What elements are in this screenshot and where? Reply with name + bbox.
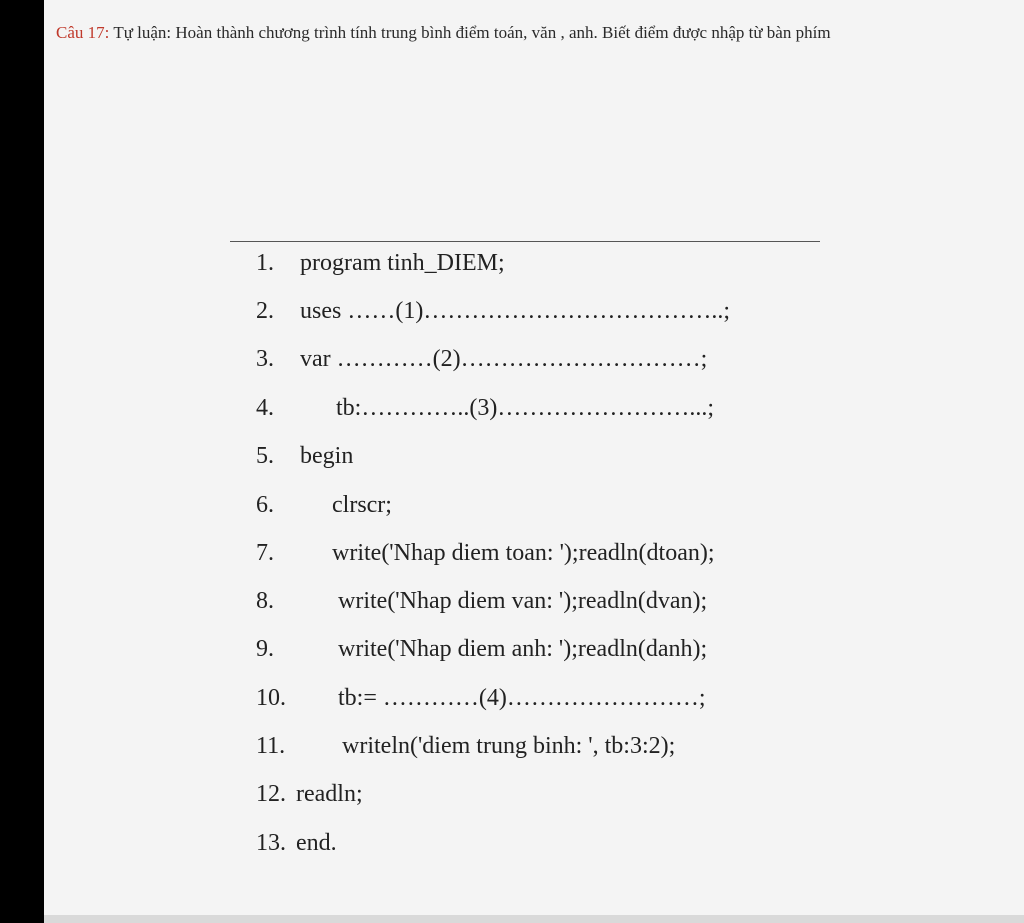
code-line: 11. writeln('diem trung binh: ', tb:3:2); xyxy=(256,733,676,759)
question-body: Tự luận: Hoàn thành chương trình tính trung bình điểm toán, văn , anh. Biết điểm được nhập từ bàn phím xyxy=(113,23,831,42)
divider xyxy=(230,241,820,242)
code-line: 4. tb:…………..(3)……………………...; xyxy=(256,395,714,421)
code-line: 6. clrscr; xyxy=(256,492,392,518)
code-line: 10. tb:= …………(4)……………………; xyxy=(256,685,706,711)
document-page xyxy=(44,0,1024,923)
code-line: 13. end. xyxy=(256,830,337,856)
code-line: 1. program tinh_DIEM; xyxy=(256,250,505,276)
question-text xyxy=(56,14,1006,52)
code-line: 3. var …………(2)…………………………; xyxy=(256,346,708,372)
question-label: Câu 17: xyxy=(56,23,110,42)
code-line: 2. uses ……(1)………………………………..; xyxy=(256,298,730,324)
code-line: 8. write('Nhap diem van: ');readln(dvan); xyxy=(256,588,708,614)
code-line: 5. begin xyxy=(256,443,354,469)
code-line: 12. readln; xyxy=(256,781,363,807)
code-line: 7. write('Nhap diem toan: ');readln(dtoan); xyxy=(256,540,715,566)
page-bottom-strip xyxy=(44,915,1024,923)
code-line: 9. write('Nhap diem anh: ');readln(danh); xyxy=(256,636,708,662)
